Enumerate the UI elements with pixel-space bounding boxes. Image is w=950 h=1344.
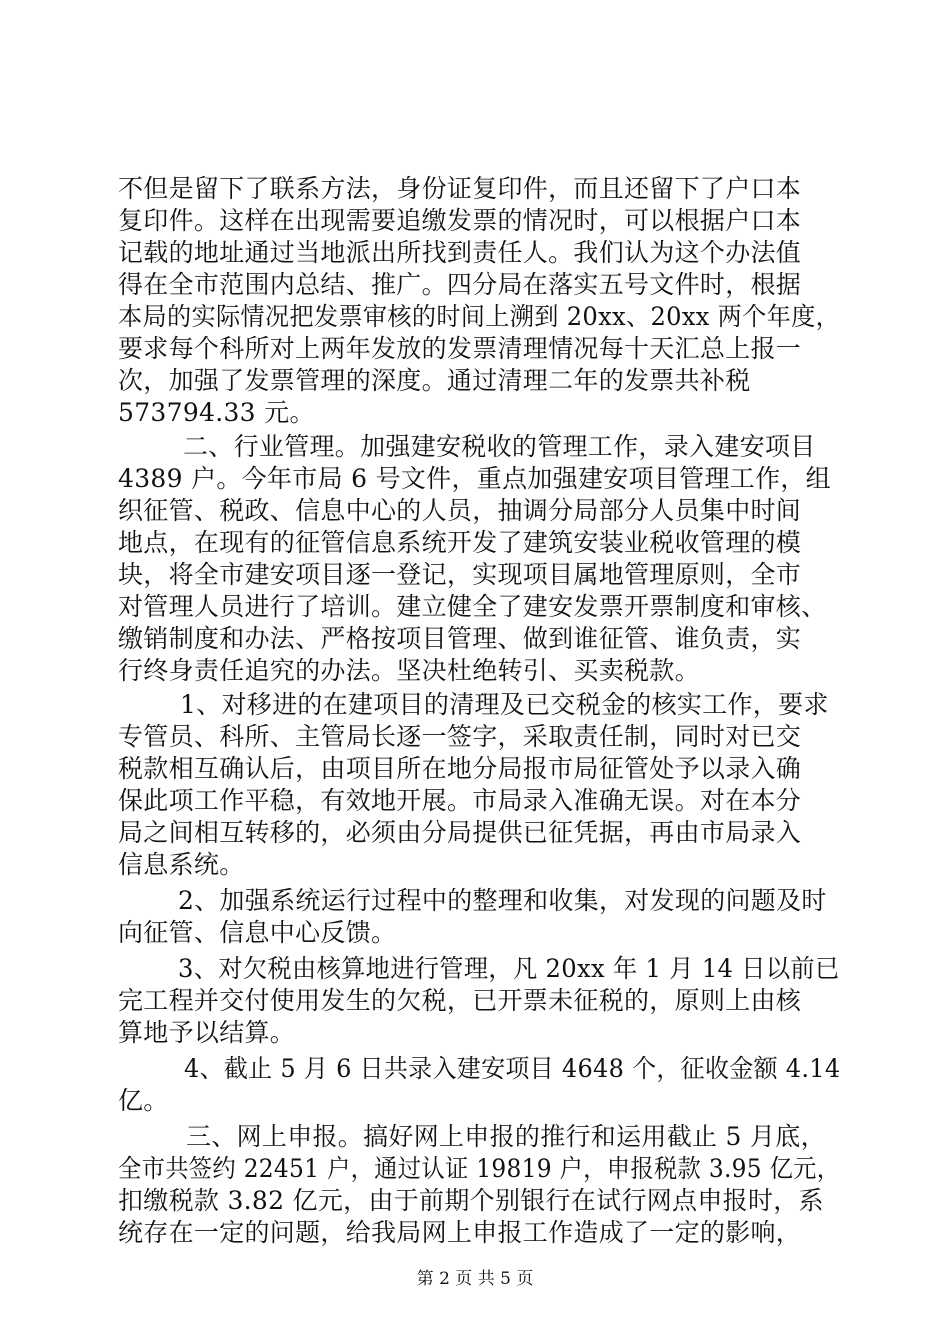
text-line: 信息系统。	[118, 850, 245, 879]
text-line: 保此项工作平稳，有效地开展。市局录入准确无误。对在本分	[118, 786, 802, 815]
list-item-line: 1、对移进的在建项目的清理及已交税金的核实工作，要求	[180, 690, 829, 719]
list-item-line: 2、加强系统运行过程中的整理和收集，对发现的问题及时	[178, 886, 827, 915]
text-line: 局之间相互转移的，必须由分局提供已征凭据，再由市局录入	[118, 818, 802, 847]
list-item-line: 3、对欠税由核算地进行管理，凡 20xx 年 1 月 14 日以前已	[178, 954, 840, 983]
text-line: 4389 户。今年市局 6 号文件，重点加强建安项目管理工作，组	[118, 464, 831, 493]
text-line: 得在全市范围内总结、推广。四分局在落实五号文件时，根据	[118, 270, 802, 299]
text-line: 亿。	[118, 1086, 169, 1115]
page-number-footer: 第 2 页 共 5 页	[416, 1269, 534, 1289]
text-line: 缴销制度和办法、严格按项目管理、做到谁征管、谁负责，实	[118, 624, 802, 653]
text-line: 573794.33 元。	[118, 398, 315, 427]
text-line: 次，加强了发票管理的深度。通过清理二年的发票共补税	[118, 366, 751, 395]
text-line: 记载的地址通过当地派出所找到责任人。我们认为这个办法值	[118, 238, 802, 267]
text-line: 专管员、科所、主管局长逐一签字，采取责任制，同时对已交	[118, 722, 802, 751]
list-item-line: 4、截止 5 月 6 日共录入建安项目 4648 个，征收金额 4.14	[184, 1054, 841, 1083]
text-line: 复印件。这样在出现需要追缴发票的情况时，可以根据户口本	[118, 206, 802, 235]
text-line: 统存在一定的问题，给我局网上申报工作造成了一定的影响，	[118, 1218, 802, 1247]
text-line: 块，将全市建安项目逐一登记，实现项目属地管理原则，全市	[118, 560, 802, 589]
text-line: 本局的实际情况把发票审核的时间上溯到 20xx、20xx 两个年度，	[118, 302, 841, 331]
text-line: 不但是留下了联系方法，身份证复印件，而且还留下了户口本	[118, 174, 802, 203]
text-line: 行终身责任追究的办法。坚决杜绝转引、买卖税款。	[118, 656, 700, 685]
text-line: 向征管、信息中心反馈。	[118, 918, 397, 947]
text-line: 织征管、税政、信息中心的人员，抽调分局部分人员集中时间	[118, 496, 802, 525]
text-line: 地点，在现有的征管信息系统开发了建筑安装业税收管理的模	[118, 528, 802, 557]
text-line: 要求每个科所对上两年发放的发票清理情况每十天汇总上报一	[118, 334, 802, 363]
section-heading-line: 三、网上申报。搞好网上申报的推行和运用截止 5 月底，	[186, 1122, 826, 1151]
section-heading-line: 二、行业管理。加强建安税收的管理工作，录入建安项目	[183, 432, 816, 461]
text-line: 全市共签约 22451 户，通过认证 19819 户，申报税款 3.95 亿元，	[118, 1154, 841, 1183]
text-line: 完工程并交付使用发生的欠税，已开票未征税的，原则上由核	[118, 986, 802, 1015]
text-line: 税款相互确认后，由项目所在地分局报市局征管处予以录入确	[118, 754, 802, 783]
text-line: 扣缴税款 3.82 亿元，由于前期个别银行在试行网点申报时，系	[118, 1186, 824, 1215]
text-line: 算地予以结算。	[118, 1018, 296, 1047]
text-line: 对管理人员进行了培训。建立健全了建安发票开票制度和审核、	[118, 592, 827, 621]
